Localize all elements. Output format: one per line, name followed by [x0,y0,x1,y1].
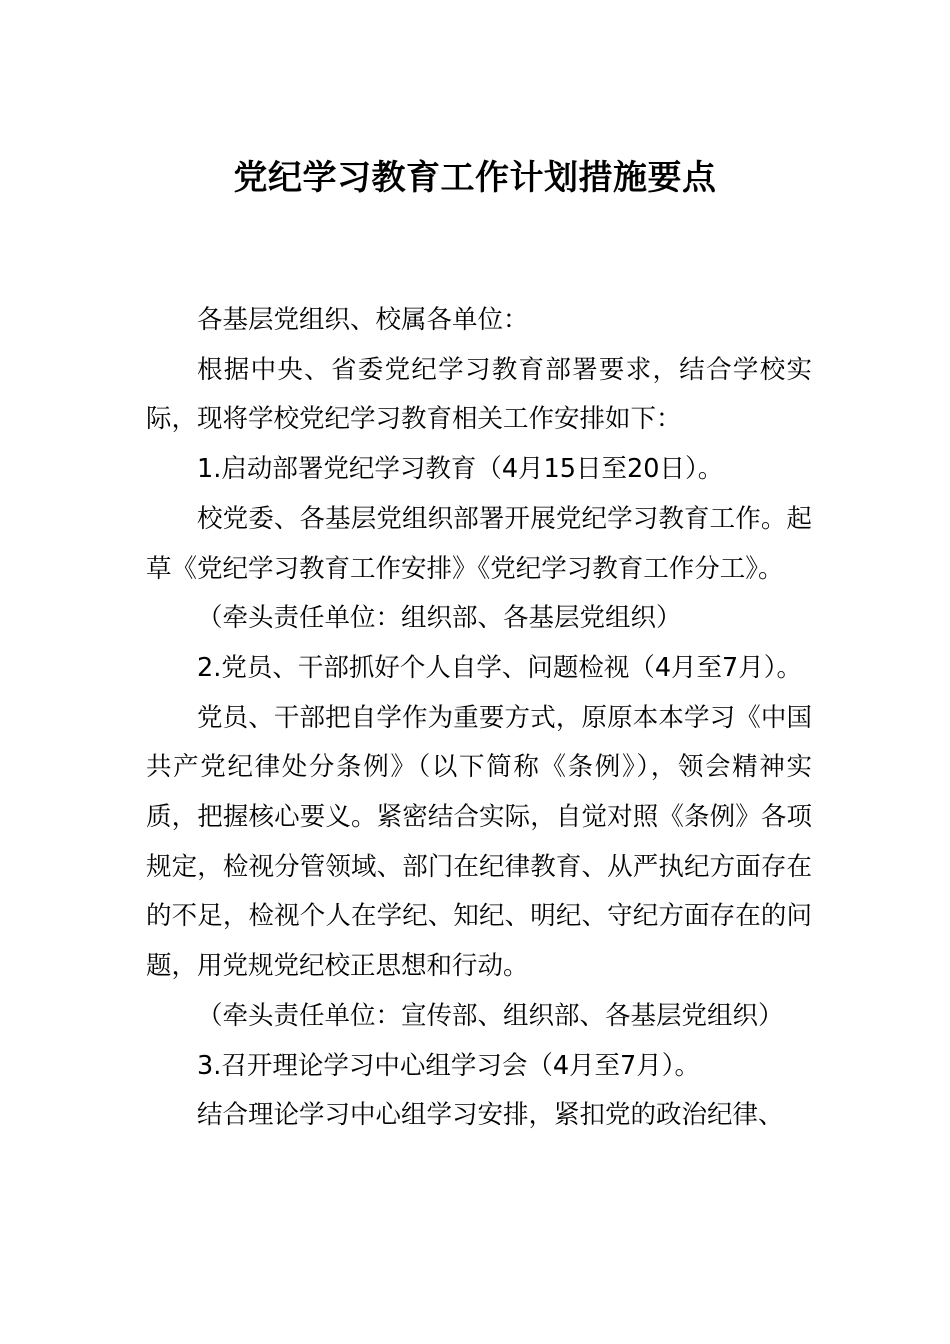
section-heading-1: 1.启动部署党纪学习教育（4月15日至20日）。 [197,454,724,485]
section-heading-3: 3.召开理论学习中心组学习会（4月至7月）。 [197,1050,701,1081]
document-title: 党纪学习教育工作计划措施要点 [233,158,717,198]
responsible-unit-note: （牵头责任单位：宣传部、组织部、各基层党组织） [197,1000,784,1031]
intro-paragraph: 根据中央、省委党纪学习教育部署要求，结合学校实际，现将学校党纪学习教育相关工作安排如下： [146,354,812,435]
body-paragraph: 结合理论学习中心组学习安排，紧扣党的政治纪律、 [197,1100,784,1131]
body-paragraph: 党员、干部把自学作为重要方式，原原本本学习《中国共产党纪律处分条例》（以下简称《条例》），领会精神实质，把握核心要义。紧密结合实际，自觉对照《条例》各项规定，检视分管领域、部门在纪律教育、从严执纪方面存在的不足，检视个人在学纪、知纪、明纪、守纪方面存在的问题，用党规党纪校正思想和行动。 [146,702,812,982]
salutation-paragraph: 各基层党组织、校属各单位： [197,305,529,335]
body-paragraph: 校党委、各基层党组织部署开展党纪学习教育工作。起草《党纪学习教育工作安排》《党纪学习教育工作分工》。 [146,503,812,584]
section-heading-2: 2.党员、干部抓好个人自学、问题检视（4月至7月）。 [197,652,803,683]
responsible-unit-note: （牵头责任单位：组织部、各基层党组织） [197,603,682,634]
document-body [146,296,812,1141]
